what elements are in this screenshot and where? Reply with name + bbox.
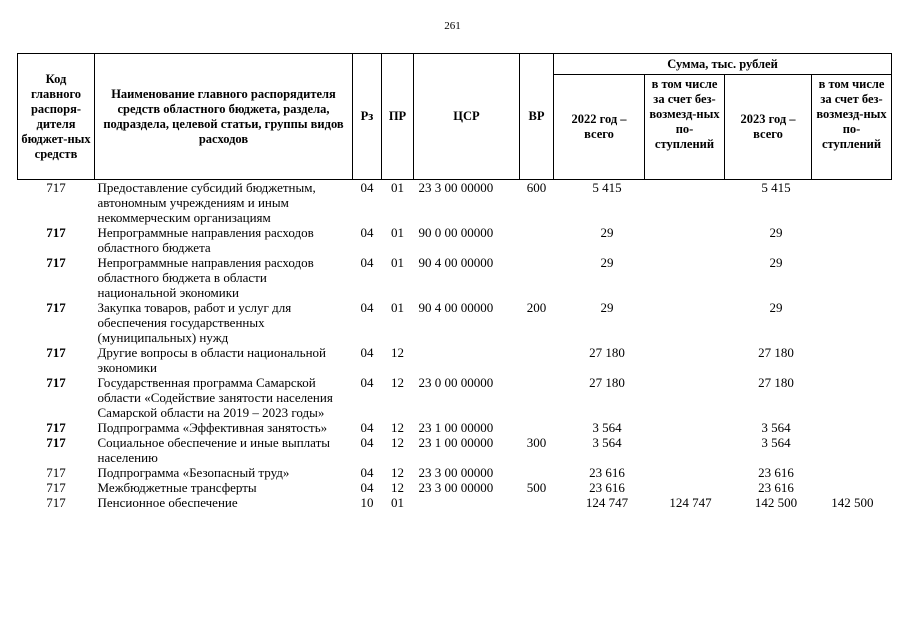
cell-kod: 717 xyxy=(46,180,66,195)
table-row xyxy=(18,300,892,345)
cell-kod: 717 xyxy=(46,255,66,270)
cell-kod: 717 xyxy=(46,495,66,510)
cell-csr: 23 3 00 00000 xyxy=(418,480,494,495)
header-2023-incl: в том числе за счет без-возмезд-ных по-ступлений xyxy=(812,75,892,180)
cell-rz: 04 xyxy=(360,255,374,270)
cell-2023-incl xyxy=(812,225,892,255)
cell-name: Подпрограмма «Эффективная занятость» xyxy=(97,420,328,435)
cell-2022-incl xyxy=(645,300,725,345)
cell-2022-incl xyxy=(645,465,725,480)
cell-2022-incl xyxy=(645,345,725,375)
header-csr: ЦСР xyxy=(414,54,520,180)
table-row xyxy=(18,495,892,510)
cell-pr: 01 xyxy=(391,255,404,270)
cell-vr xyxy=(520,465,554,480)
cell-vr: 200 xyxy=(526,300,547,315)
cell-2022-incl: 124 747 xyxy=(669,495,712,510)
table-row xyxy=(18,465,892,480)
cell-2022-incl xyxy=(645,255,725,300)
cell-2023-incl xyxy=(812,420,892,435)
header-pr: ПР xyxy=(382,54,414,180)
cell-name: Другие вопросы в области национальной экономики xyxy=(97,345,326,375)
cell-name: Непрограммные направления расходов областного бюджета xyxy=(97,225,314,255)
cell-csr: 23 3 00 00000 xyxy=(418,180,494,195)
table-row xyxy=(18,345,892,375)
header-2022-total: 2022 год – всего xyxy=(554,75,645,180)
cell-2023-total: 3 564 xyxy=(761,435,791,450)
budget-table-container xyxy=(17,53,891,510)
header-rz: Рз xyxy=(353,54,382,180)
table-row xyxy=(18,435,892,465)
cell-vr: 300 xyxy=(526,435,547,450)
table-row xyxy=(18,180,892,226)
cell-name: Государственная программа Самарской области «Содействие занятости населения Самарской области на 2019 – 2023 годы» xyxy=(97,375,333,420)
cell-pr: 01 xyxy=(391,495,404,510)
header-2023-total: 2023 год – всего xyxy=(725,75,812,180)
header-2022-incl: в том числе за счет без-возмезд-ных по-ступлений xyxy=(645,75,725,180)
cell-2022-total: 27 180 xyxy=(589,345,625,360)
cell-2023-total: 5 415 xyxy=(761,180,791,195)
cell-kod: 717 xyxy=(46,300,66,315)
cell-2022-total: 3 564 xyxy=(592,435,622,450)
cell-kod: 717 xyxy=(46,375,66,390)
cell-pr: 01 xyxy=(391,180,404,195)
cell-kod: 717 xyxy=(46,480,66,495)
cell-2023-total: 27 180 xyxy=(758,345,794,360)
cell-kod: 717 xyxy=(46,420,66,435)
cell-2023-incl xyxy=(812,435,892,465)
cell-rz: 04 xyxy=(360,465,374,480)
header-name: Наименование главного распорядителя средств областного бюджета, раздела, подраздела, целевой статьи, группы видов расходов xyxy=(95,54,353,180)
cell-vr: 500 xyxy=(526,480,547,495)
table-body xyxy=(18,180,892,511)
cell-2022-incl xyxy=(645,180,725,226)
budget-table xyxy=(17,53,892,510)
cell-2022-total: 3 564 xyxy=(592,420,622,435)
cell-2022-incl xyxy=(645,480,725,495)
cell-2022-incl xyxy=(645,375,725,420)
cell-2023-incl xyxy=(812,465,892,480)
table-header xyxy=(18,54,892,180)
cell-2023-total: 29 xyxy=(769,300,783,315)
page-number: 261 xyxy=(444,20,461,32)
cell-name: Межбюджетные трансферты xyxy=(97,480,257,495)
cell-vr xyxy=(520,255,554,300)
cell-vr xyxy=(520,345,554,375)
table-row xyxy=(18,255,892,300)
table-row xyxy=(18,375,892,420)
cell-name: Подпрограмма «Безопасный труд» xyxy=(97,465,290,480)
cell-csr xyxy=(414,345,520,375)
cell-vr xyxy=(520,375,554,420)
cell-2023-incl xyxy=(812,375,892,420)
cell-2022-total: 29 xyxy=(600,300,614,315)
cell-csr: 90 4 00 00000 xyxy=(418,300,494,315)
cell-kod: 717 xyxy=(46,435,66,450)
cell-2023-total: 23 616 xyxy=(758,480,794,495)
cell-rz: 04 xyxy=(360,300,374,315)
cell-pr: 12 xyxy=(391,480,404,495)
cell-2022-incl xyxy=(645,225,725,255)
cell-pr: 01 xyxy=(391,300,404,315)
cell-kod: 717 xyxy=(46,465,66,480)
cell-2022-total: 29 xyxy=(600,225,614,240)
cell-2022-incl xyxy=(645,435,725,465)
cell-kod: 717 xyxy=(46,345,66,360)
cell-rz: 04 xyxy=(360,345,374,360)
cell-vr xyxy=(520,495,554,510)
cell-2023-total: 142 500 xyxy=(754,495,798,510)
cell-2023-incl xyxy=(812,480,892,495)
cell-rz: 04 xyxy=(360,180,374,195)
cell-2023-total: 3 564 xyxy=(761,420,791,435)
cell-rz: 04 xyxy=(360,420,374,435)
cell-vr xyxy=(520,225,554,255)
cell-pr: 01 xyxy=(391,225,404,240)
cell-2022-total: 124 747 xyxy=(585,495,629,510)
cell-rz: 10 xyxy=(360,495,374,510)
cell-2022-total: 29 xyxy=(600,255,614,270)
table-row xyxy=(18,225,892,255)
cell-2022-total: 5 415 xyxy=(592,180,622,195)
cell-name: Социальное обеспечение и иные выплаты населению xyxy=(97,435,331,465)
table-row xyxy=(18,420,892,435)
table-row xyxy=(18,480,892,495)
cell-csr: 90 0 00 00000 xyxy=(418,225,494,240)
cell-2023-total: 29 xyxy=(769,255,783,270)
cell-pr: 12 xyxy=(391,345,404,360)
cell-2022-total: 23 616 xyxy=(589,480,625,495)
cell-2023-incl: 142 500 xyxy=(831,495,874,510)
cell-pr: 12 xyxy=(391,435,404,450)
cell-rz: 04 xyxy=(360,225,374,240)
cell-csr xyxy=(414,495,520,510)
cell-2023-incl xyxy=(812,255,892,300)
cell-pr: 12 xyxy=(391,420,404,435)
cell-csr: 23 0 00 00000 xyxy=(418,375,494,390)
cell-2023-total: 29 xyxy=(769,225,783,240)
cell-csr: 23 1 00 00000 xyxy=(418,435,494,450)
cell-csr: 23 3 00 00000 xyxy=(418,465,494,480)
cell-vr xyxy=(520,420,554,435)
cell-2023-incl xyxy=(812,345,892,375)
cell-pr: 12 xyxy=(391,375,404,390)
cell-name: Пенсионное обеспечение xyxy=(97,495,238,510)
cell-kod: 717 xyxy=(46,225,66,240)
cell-2022-incl xyxy=(645,420,725,435)
cell-2022-total: 23 616 xyxy=(589,465,625,480)
cell-rz: 04 xyxy=(360,375,374,390)
cell-name: Непрограммные направления расходов областного бюджета в области национальной экономики xyxy=(97,255,314,300)
header-vr: ВР xyxy=(520,54,554,180)
cell-rz: 04 xyxy=(360,480,374,495)
header-sum-group: Сумма, тыс. рублей xyxy=(554,54,892,75)
cell-name: Предоставление субсидий бюджетным, автономным учреждениям и иным некоммерческим организациям xyxy=(97,180,316,225)
cell-2023-incl xyxy=(812,180,892,226)
cell-csr: 90 4 00 00000 xyxy=(418,255,494,270)
cell-rz: 04 xyxy=(360,435,374,450)
cell-2023-incl xyxy=(812,300,892,345)
cell-vr: 600 xyxy=(526,180,547,195)
cell-2023-total: 27 180 xyxy=(758,375,794,390)
header-kod: Код главного распоря-дителя бюджет-ных средств xyxy=(18,54,95,180)
cell-csr: 23 1 00 00000 xyxy=(418,420,494,435)
cell-name: Закупка товаров, работ и услуг для обеспечения государственных (муниципальных) нужд xyxy=(97,300,292,345)
cell-2022-total: 27 180 xyxy=(589,375,625,390)
cell-2023-total: 23 616 xyxy=(758,465,794,480)
cell-pr: 12 xyxy=(391,465,404,480)
